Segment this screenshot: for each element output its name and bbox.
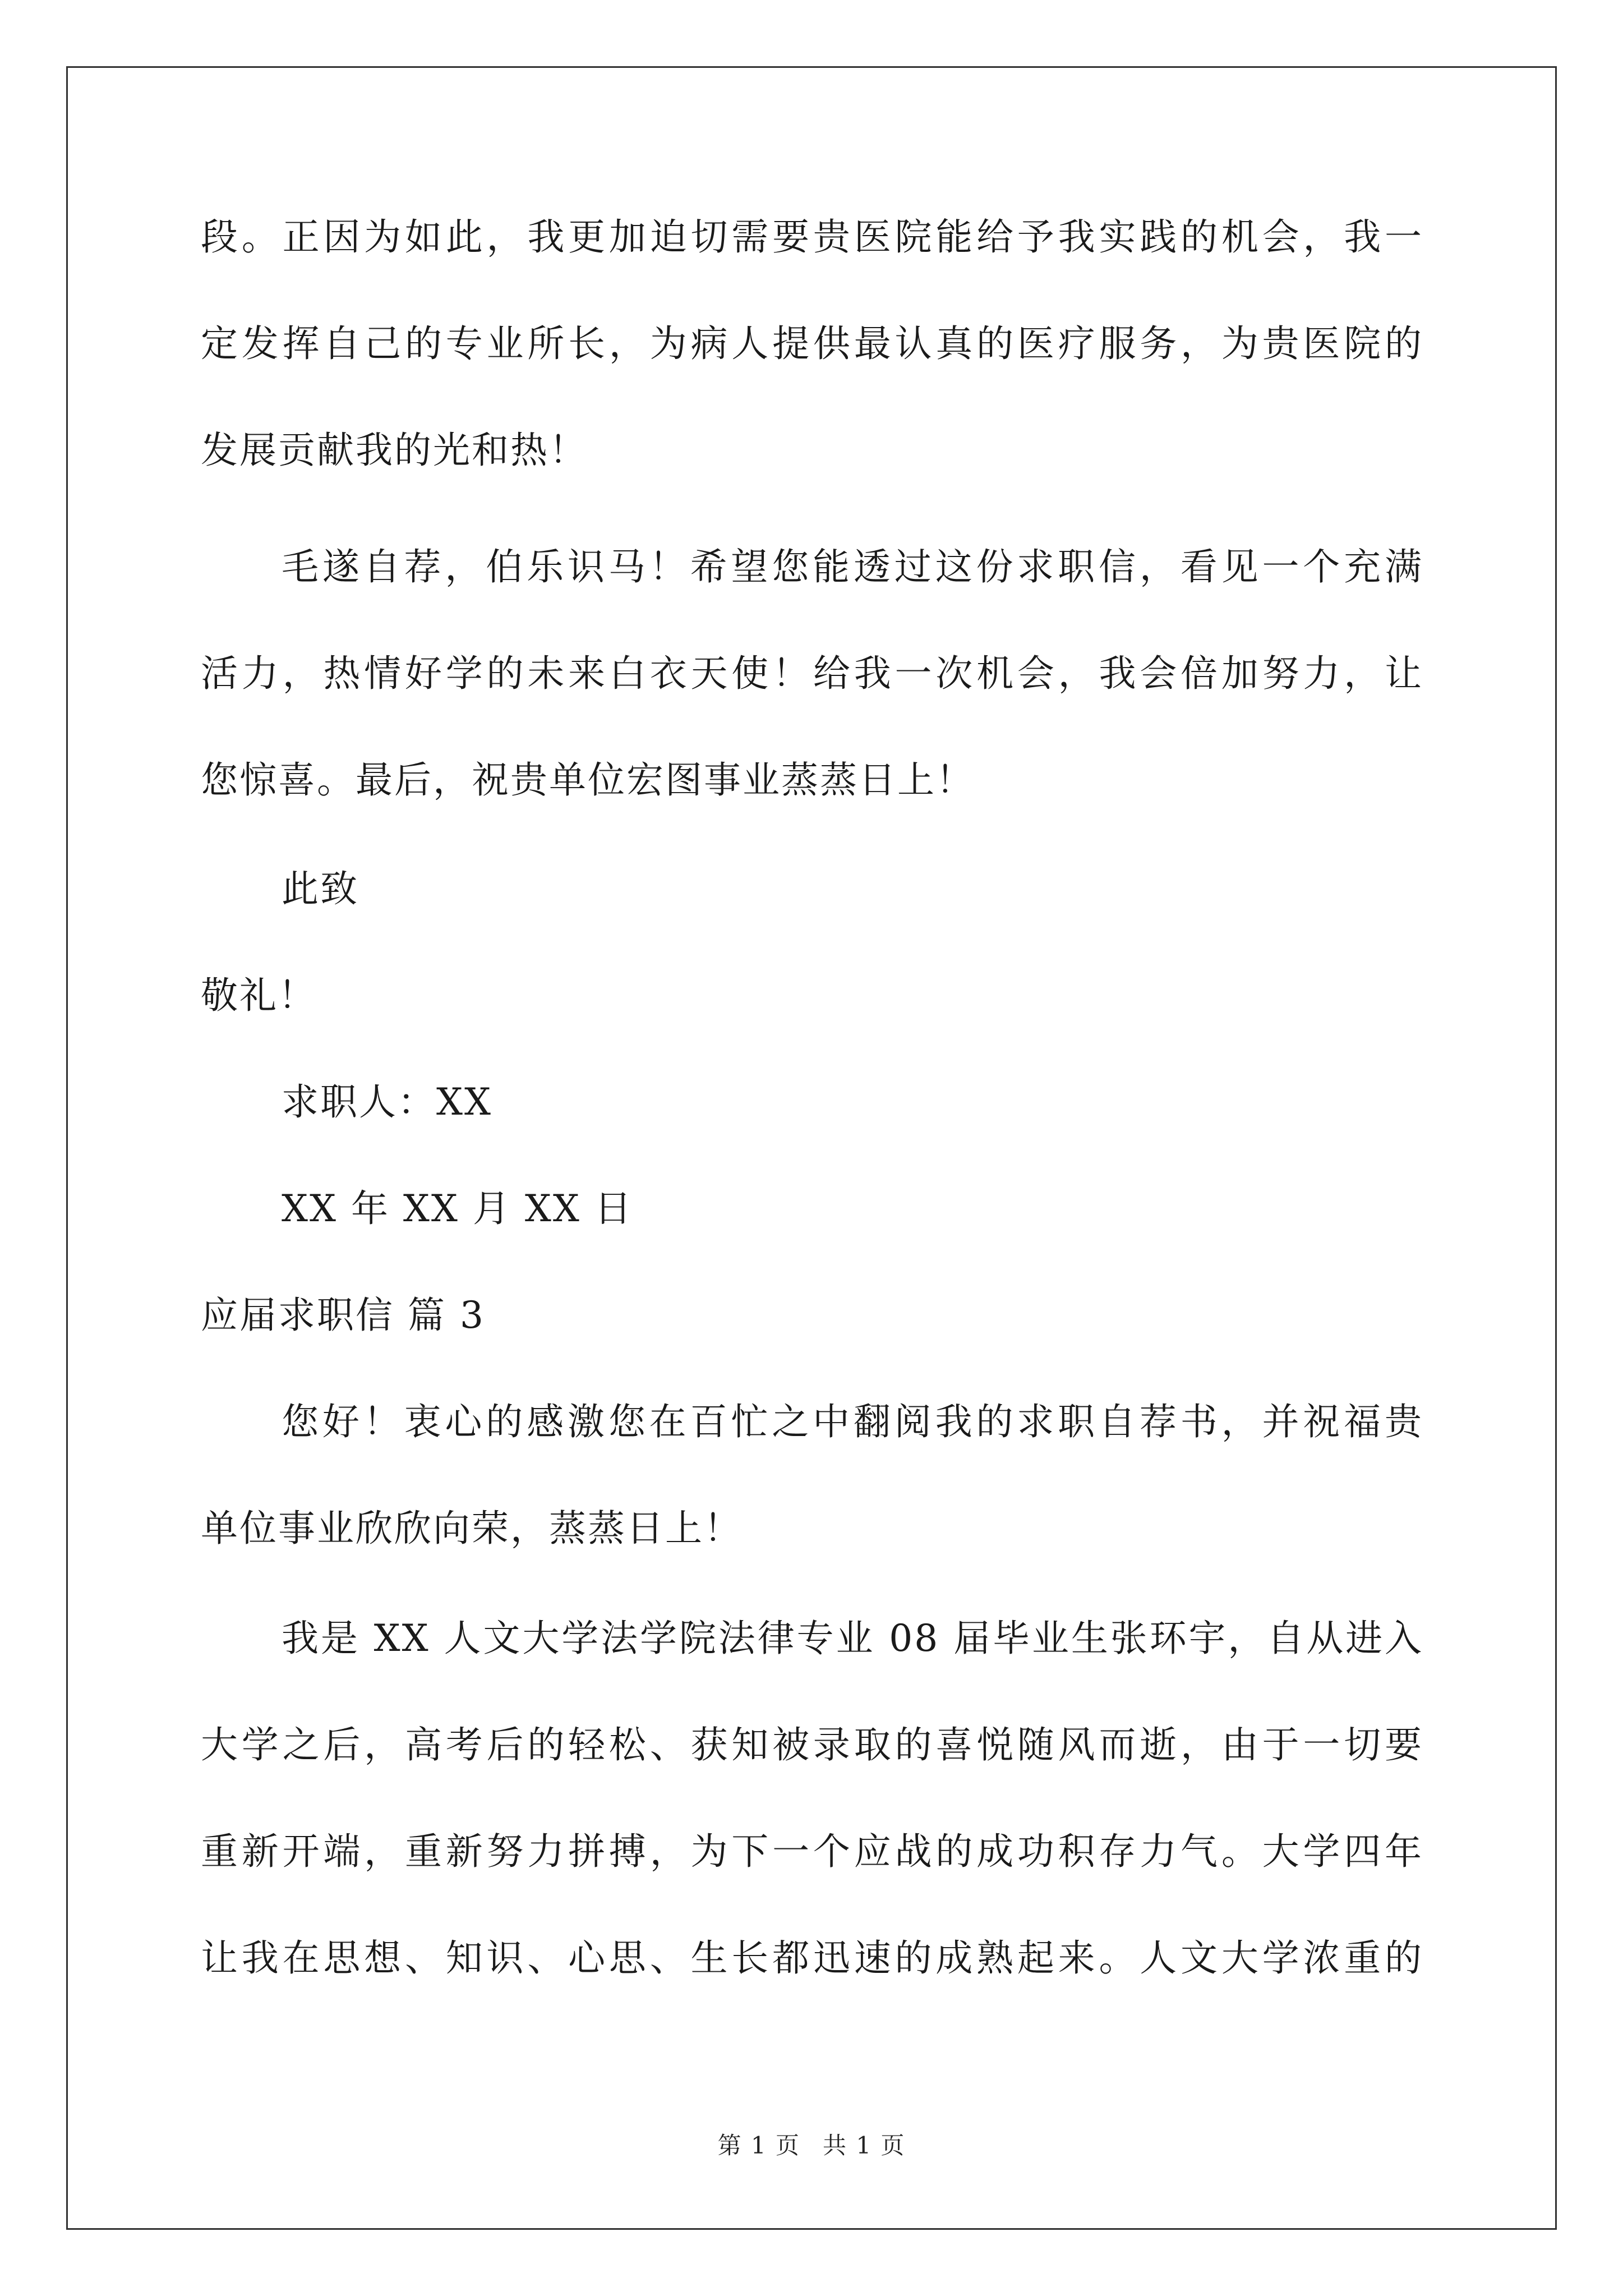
paragraph-line: 我是 XX 人文大学法学院法律专业 08 届毕业生张环宇，自从进入	[282, 1617, 1423, 1660]
signature-applicant: 求职人：XX	[282, 1080, 492, 1124]
paragraph-line: 定发挥自己的专业所长，为病人提供最认真的医疗服务，为贵医院的	[201, 322, 1423, 365]
paragraph-line: 发展贡献我的光和热！	[201, 429, 588, 472]
closing-salutation: 此致	[282, 867, 359, 910]
section-heading: 应届求职信 篇 3	[201, 1294, 485, 1337]
paragraph-line: 重新开端，重新努力拼搏，为下一个应战的成功积存力气。大学四年	[201, 1830, 1423, 1873]
signature-date: XX 年 XX 月 XX 日	[282, 1187, 633, 1230]
paragraph-line: 毛遂自荐，伯乐识马！希望您能透过这份求职信，看见一个充满	[282, 545, 1423, 588]
page-footer	[0, 2129, 1623, 2162]
page-number: 第 1 页	[717, 2132, 800, 2159]
paragraph-line: 您好！衷心的感激您在百忙之中翻阅我的求职自荐书，并祝福贵	[282, 1400, 1423, 1443]
paragraph-line: 单位事业欣欣向荣，蒸蒸日上！	[201, 1507, 743, 1550]
paragraph-line: 活力，热情好学的未来白衣天使！给我一次机会，我会倍加努力，让	[201, 652, 1423, 695]
closing-regards: 敬礼！	[201, 974, 317, 1017]
paragraph-line: 让我在思想、知识、心思、生长都迅速的成熟起来。人文大学浓重的	[201, 1936, 1423, 1980]
page-total: 共 1 页	[823, 2132, 906, 2159]
paragraph-line: 大学之后，高考后的轻松、获知被录取的喜悦随风而逝，由于一切要	[201, 1723, 1423, 1766]
paragraph-line: 段。正因为如此，我更加迫切需要贵医院能给予我实践的机会，我一	[201, 215, 1423, 259]
page-border	[66, 66, 1557, 2230]
paragraph-line: 您惊喜。最后，祝贵单位宏图事业蒸蒸日上！	[201, 758, 975, 802]
